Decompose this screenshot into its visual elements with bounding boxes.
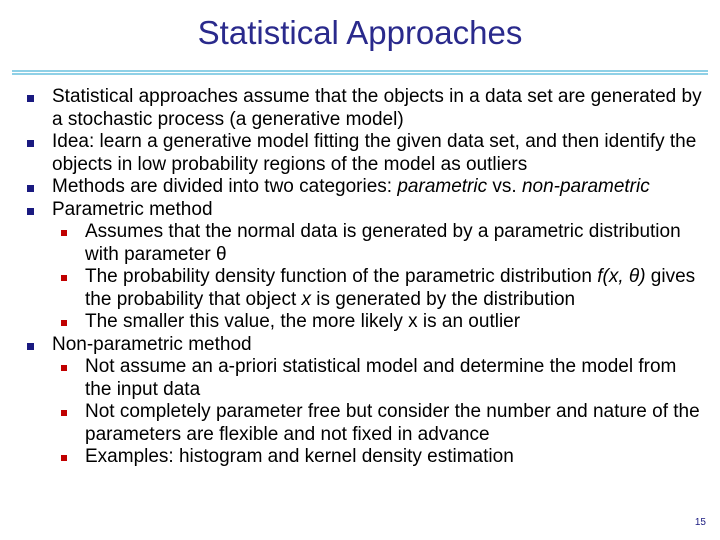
item-text: Not completely parameter free but consider the number and nature of the parameters are flexible and not fixed in advance — [85, 401, 700, 445]
square-bullet-icon — [27, 185, 34, 192]
list-item — [24, 199, 708, 222]
sub-list-item — [24, 446, 708, 469]
sub-list-item — [24, 401, 708, 446]
page-number: 15 — [694, 517, 706, 528]
item-text: gives the probability that object — [85, 266, 696, 310]
item-text: The probability density function of the parametric distribution — [85, 266, 598, 287]
square-bullet-icon — [61, 320, 67, 326]
square-bullet-icon — [27, 343, 34, 350]
slide-title: Statistical Approaches — [197, 14, 523, 51]
item-emphasis: parametric — [397, 176, 488, 197]
item-text: Assumes that the normal data is generated by a parametric distribution with parameter θ — [85, 221, 681, 265]
square-bullet-icon — [61, 275, 67, 281]
list-item — [24, 334, 708, 357]
list-item — [24, 176, 708, 199]
item-emphasis: f(x, θ) — [597, 266, 646, 287]
list-item — [24, 86, 708, 131]
item-text: Methods are divided into two categories: — [52, 176, 398, 197]
sub-list-item — [24, 266, 708, 311]
item-text: vs. — [487, 176, 522, 197]
item-emphasis: x — [301, 288, 312, 310]
item-emphasis: non-parametric — [521, 176, 650, 197]
item-text: The smaller this value, the more likely x is an outlier — [85, 311, 521, 332]
item-text: Parametric method — [52, 198, 213, 220]
square-bullet-icon — [61, 455, 67, 461]
square-bullet-icon — [61, 230, 67, 236]
square-bullet-icon — [27, 140, 34, 147]
square-bullet-icon — [61, 410, 67, 416]
item-text: is generated by the distribution — [311, 288, 576, 310]
square-bullet-icon — [27, 208, 34, 215]
square-bullet-icon — [61, 365, 67, 371]
item-text: Idea: learn a generative model fitting the given data set, and then identify the objects in low probability regions of the model as outliers — [52, 131, 697, 175]
item-text: Statistical approaches assume that the objects in a data set are generated by a stochastic process (a generative model) — [52, 86, 702, 130]
sub-list-item — [24, 356, 708, 401]
list-item — [24, 131, 708, 176]
sub-list-item — [24, 221, 708, 266]
square-bullet-icon — [27, 95, 34, 102]
item-text: Not assume an a-priori statistical model and determine the model from the input data — [85, 356, 677, 400]
sub-list-item — [24, 311, 708, 334]
item-text: Examples: histogram and kernel density estimation — [85, 446, 514, 467]
slide-body — [24, 86, 708, 469]
item-text: Non-parametric method — [52, 333, 252, 355]
title-divider — [12, 70, 708, 75]
